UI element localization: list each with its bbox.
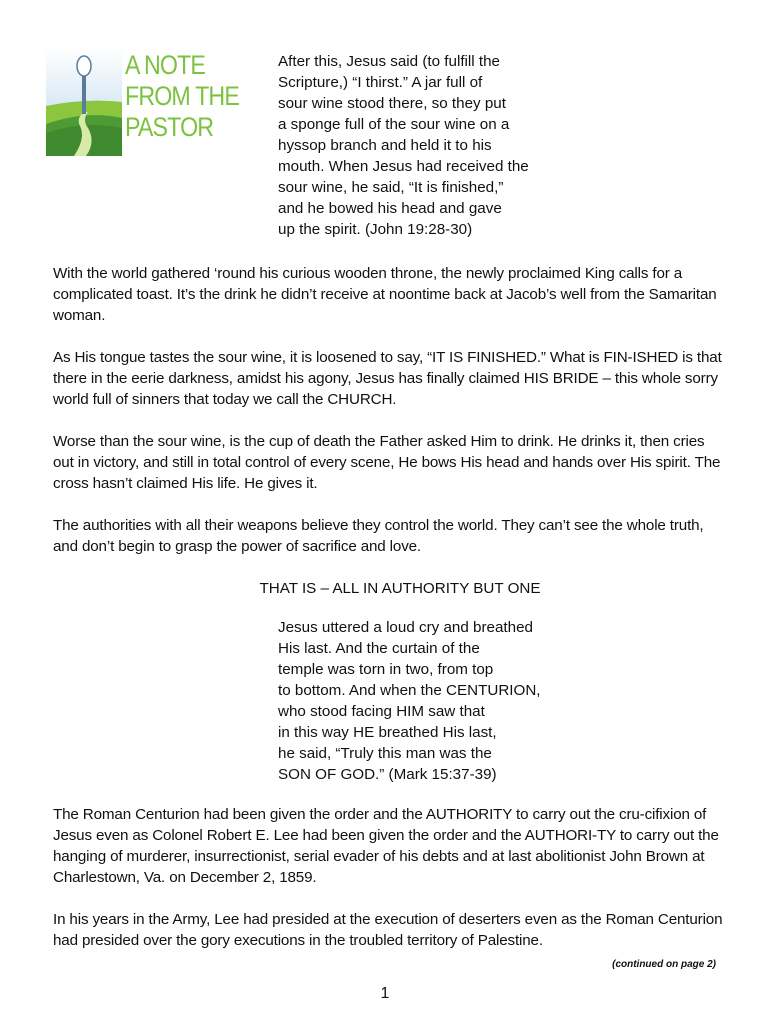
paragraph-4: The authorities with all their weapons believe they control the world. They can’t see the whole truth, and don’t begin to grasp the power of sacrifice and love. — [53, 517, 704, 555]
paragraph-1: With the world gathered ‘round his curious wooden throne, the newly proclaimed King calls for a complicated toast. It’s the drink he didn’t receive at noontime back at Jacob’s well from the Samaritan woman. — [53, 265, 717, 324]
paragraph-3: Worse than the sour wine, is the cup of death the Father asked Him to drink. He drinks it, then cries out in victory, and still in total control of every scene, He bows His head and hands over His spirit. The cross hasn’t claimed His life. He gives it. — [53, 433, 721, 492]
logo-wordmark — [125, 50, 239, 143]
paragraph-6: In his years in the Army, Lee had presided at the execution of deserters even as the Roman Centurion had presided over the gory executions in the troubled territory of Palestine. — [53, 911, 723, 949]
logo-line-1: A NOTE — [125, 50, 206, 80]
pastor-logo — [46, 48, 239, 156]
section-heading: THAT IS – ALL IN AUTHORITY BUT ONE — [259, 580, 541, 597]
scripture-quote-john: After this, Jesus said (to fulfill the Scripture,) “I thirst.” A jar full of sour wine stood there, so they put a sponge full of the sour wine on a hyssop branch and held it to his mouth. When Jesus had received the sour wine, he said, “It is finished,” and he bowed his head and gave up the spirit. (John 19:28-30) — [278, 53, 529, 238]
scripture-quote-mark: Jesus uttered a loud cry and breathed His last. And the curtain of the temple was torn in two, from top to bottom. And when the CENTURION, who stood facing HIM saw that in this way HE breathed His last, he said, “Truly this man was the SON OF GOD.” (Mark 15:37-39) — [278, 619, 541, 783]
page-number: 1 — [380, 985, 390, 1002]
paragraph-2: As His tongue tastes the sour wine, it is loosened to say, “IT IS FINISHED.” What is FIN-ISHED is that there in the eerie darkness, amidst his agony, Jesus has finally claimed HIS BRIDE – this whole sorry world full of sinners that today we call the CHURCH. — [53, 349, 722, 408]
continued-note: (continued on page 2) — [612, 959, 716, 970]
logo-line-3: PASTOR — [125, 112, 214, 142]
logo-graphic — [46, 48, 122, 156]
logo-line-2: FROM THE — [125, 81, 239, 111]
paragraph-5: The Roman Centurion had been given the order and the AUTHORITY to carry out the cru-cifixion of Jesus even as Colonel Robert E. Lee had been given the order and the AUTHORI-TY to carry out the hanging of murderer, insurrectionist, serial evader of his debts and at last abolitionist John Brown at Charlestown, Va. on December 2, 1859. — [53, 806, 719, 886]
